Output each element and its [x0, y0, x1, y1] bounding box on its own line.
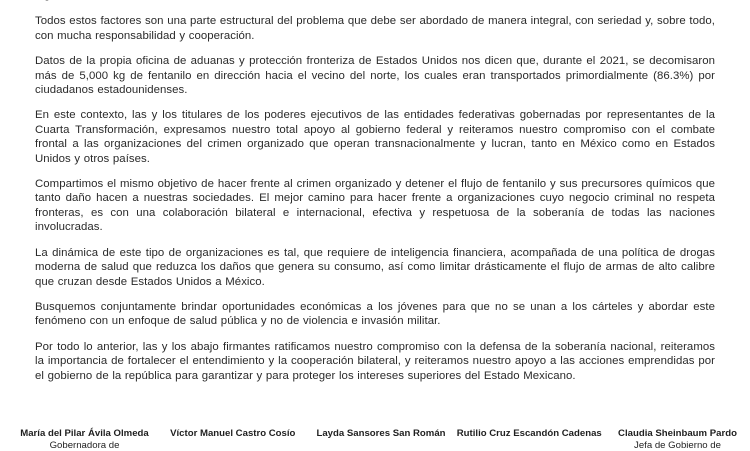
signature-block	[12, 428, 750, 451]
signature	[605, 428, 750, 451]
signatory-role: Gobernadora de	[12, 440, 157, 451]
signature	[160, 428, 305, 451]
paragraph: La dinámica de este tipo de organizaciones es tal, que requiere de inteligencia financiera, acompañada de una política de drogas moderna de salud que reduzca los daños que genera su consumo, así como limitar drásticamente el flujo de armas de alto calibre que cruzan desde Estados Unidos a México.	[35, 246, 715, 289]
signatory-name: María del Pilar Ávila Olmeda	[12, 428, 157, 440]
signature	[12, 428, 157, 451]
paragraph: En este contexto, las y los titulares de los poderes ejecutivos de las entidades federativas gobernadas por representantes de la Cuarta Transformación, expresamos nuestro total apoyo al gobierno federal y reiteramos nuestro compromiso con el combate frontal a las organizaciones del crimen organizado que operan transnacionalmente y lucran, tanto en México como en Estados Unidos y otros países.	[35, 108, 715, 166]
paragraph: Busquemos conjuntamente brindar oportunidades económicas a los jóvenes para que no se unan a los cárteles y abordar este fenómeno con un enfoque de salud pública y no de violencia e invasión militar.	[35, 300, 715, 329]
signature	[457, 428, 602, 451]
signature	[309, 428, 454, 451]
paragraph: Datos de la propia oficina de aduanas y protección fronteriza de Estados Unidos nos dicen que, durante el 2021, se decomisaron más de 5,000 kg de fentanilo en dirección hacia el vecino del norte, los cuales eran transportados primordialmente (86.3%) por ciudadanos estadounidenses.	[35, 54, 715, 97]
signatory-name: Víctor Manuel Castro Cosío	[160, 428, 305, 440]
signatory-name: Layda Sansores San Román	[309, 428, 454, 440]
paragraph: Por todo lo anterior, las y los abajo firmantes ratificamos nuestro compromiso con la defensa de la soberanía nacional, reiteramos la importancia de fortalecer el entendimiento y la cooperación bilateral, y reiteramos nuestro apoyo a las acciones emprendidas por el gobierno de la república para garantizar y para proteger los intereses superiores del Estado Mexicano.	[35, 340, 715, 383]
signatory-role: Jefa de Gobierno de	[605, 440, 750, 451]
letter-body	[35, 0, 715, 394]
paragraph: Compartimos el mismo objetivo de hacer frente al crimen organizado y detener el flujo de fentanilo y sus precursores químicos que tanto daño hacen a nuestras sociedades. El mejor camino para hacer frente a organizaciones cuyo negocio criminal no respeta fronteras, es con una colaboración bilateral e internacional, efectiva y respetuosa de la soberanía de todas las naciones involucradas.	[35, 177, 715, 235]
paragraph	[35, 0, 715, 2]
signatory-name: Rutilio Cruz Escandón Cadenas	[457, 428, 602, 440]
paragraph: Todos estos factores son una parte estructural del problema que debe ser abordado de manera integral, con seriedad y, sobre todo, con mucha responsabilidad y cooperación.	[35, 14, 715, 43]
signatory-name: Claudia Sheinbaum Pardo	[605, 428, 750, 440]
